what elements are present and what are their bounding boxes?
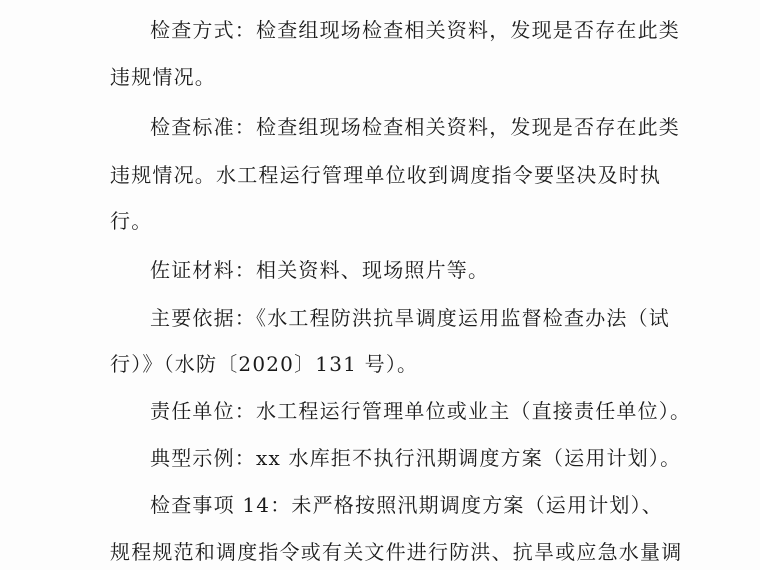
inspection-method-line-1: 检查方式：检查组现场检查相关资料，发现是否存在此类 [150,18,680,42]
responsible-unit-line: 责任单位：水工程运行管理单位或业主（直接责任单位）。 [150,399,692,423]
inspection-item-14-line-1: 检查事项 14：未严格按照汛期调度方案（运用计划）、 [150,493,664,517]
typical-example-line: 典型示例：xx 水库拒不执行汛期调度方案（运用计划）。 [150,446,682,470]
evidence-materials-line: 佐证材料：相关资料、现场照片等。 [150,258,490,282]
inspection-standard-line-3: 行。 [110,209,153,233]
inspection-standard-line-1: 检查标准：检查组现场检查相关资料，发现是否存在此类 [150,115,680,139]
main-basis-line-1: 主要依据：《水工程防洪抗旱调度运用监督检查办法（试 [150,306,670,330]
inspection-item-14-line-2: 规程规范和调度指令或有关文件进行防洪、抗旱或应急水量调 [110,540,683,564]
inspection-standard-line-2: 违规情况。水工程运行管理单位收到调度指令要坚决及时执 [110,163,662,187]
main-basis-line-2: 行）》（水防〔2020〕131 号）。 [110,352,419,376]
inspection-method-line-2: 违规情况。 [110,65,216,89]
